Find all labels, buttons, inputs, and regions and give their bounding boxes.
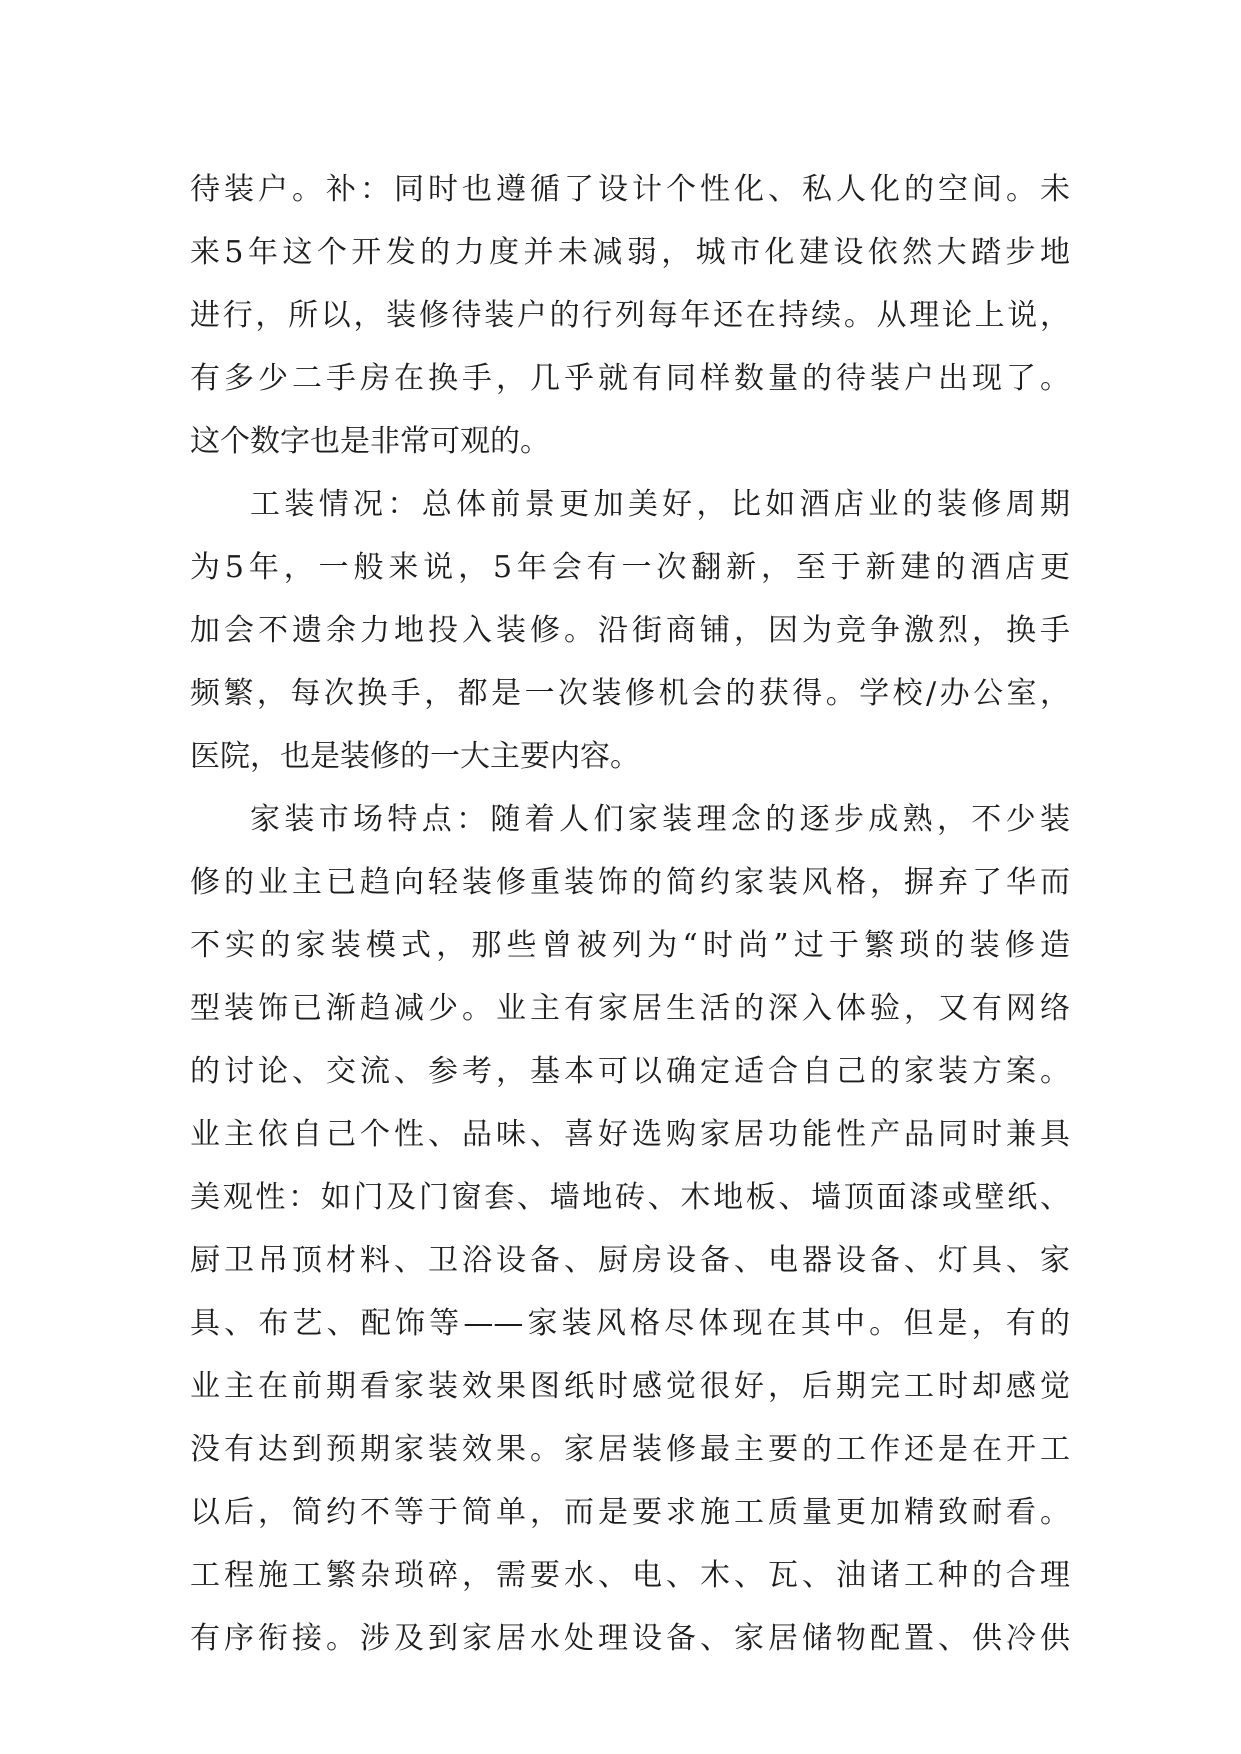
- text-line: 待装户。补：同时也遵循了设计个性化、私人化的空间。未: [190, 172, 1070, 207]
- text-line: 型装饰已渐趋减少。业主有家居生活的深入体验，又有网络: [190, 991, 1070, 1026]
- text-line: 业主在前期看家装效果图纸时感觉很好，后期完工时却感觉: [190, 1369, 1070, 1404]
- text-line: 有序衔接。涉及到家居水处理设备、家居储物配置、供冷供: [190, 1621, 1070, 1656]
- text-line: 来5年这个开发的力度并未减弱，城市化建设依然大踏步地: [190, 235, 1070, 270]
- text-line: 美观性：如门及门窗套、墙地砖、木地板、墙顶面漆或壁纸、: [190, 1180, 1070, 1215]
- paragraph: [190, 473, 1070, 788]
- text-line: 的讨论、交流、参考，基本可以确定适合自己的家装方案。: [190, 1054, 1070, 1089]
- text-line: 频繁，每次换手，都是一次装修机会的获得。学校/办公室，: [190, 676, 1070, 711]
- text-line: 工装情况：总体前景更加美好，比如酒店业的装修周期: [250, 487, 1070, 522]
- text-line: 厨卫吊顶材料、卫浴设备、厨房设备、电器设备、灯具、家: [190, 1243, 1070, 1278]
- text-line: 有多少二手房在换手，几乎就有同样数量的待装户出现了。: [190, 361, 1070, 396]
- paragraph: [190, 788, 1070, 1670]
- document-body: [190, 158, 1070, 1670]
- text-line: 业主依自己个性、品味、喜好选购家居功能性产品同时兼具: [190, 1117, 1070, 1152]
- text-line: 医院，也是装修的一大主要内容。: [190, 739, 640, 774]
- text-line: 没有达到预期家装效果。家居装修最主要的工作还是在开工: [190, 1432, 1070, 1467]
- text-line: 这个数字也是非常可观的。: [190, 424, 550, 459]
- text-line: 不实的家装模式，那些曾被列为“时尚”过于繁琐的装修造: [190, 928, 1070, 963]
- paragraph: [190, 158, 1070, 473]
- text-line: 为5年，一般来说，5年会有一次翻新，至于新建的酒店更: [190, 550, 1070, 585]
- text-line: 以后，简约不等于简单，而是要求施工质量更加精致耐看。: [190, 1495, 1070, 1530]
- text-line: 家装市场特点：随着人们家装理念的逐步成熟，不少装: [250, 802, 1070, 837]
- text-line: 工程施工繁杂琐碎，需要水、电、木、瓦、油诸工种的合理: [190, 1558, 1070, 1593]
- text-line: 进行，所以，装修待装户的行列每年还在持续。从理论上说，: [190, 298, 1070, 333]
- text-line: 加会不遗余力地投入装修。沿街商铺，因为竞争激烈，换手: [190, 613, 1070, 648]
- text-line: 具、布艺、配饰等——家装风格尽体现在其中。但是，有的: [190, 1306, 1070, 1341]
- text-line: 修的业主已趋向轻装修重装饰的简约家装风格，摒弃了华而: [190, 865, 1070, 900]
